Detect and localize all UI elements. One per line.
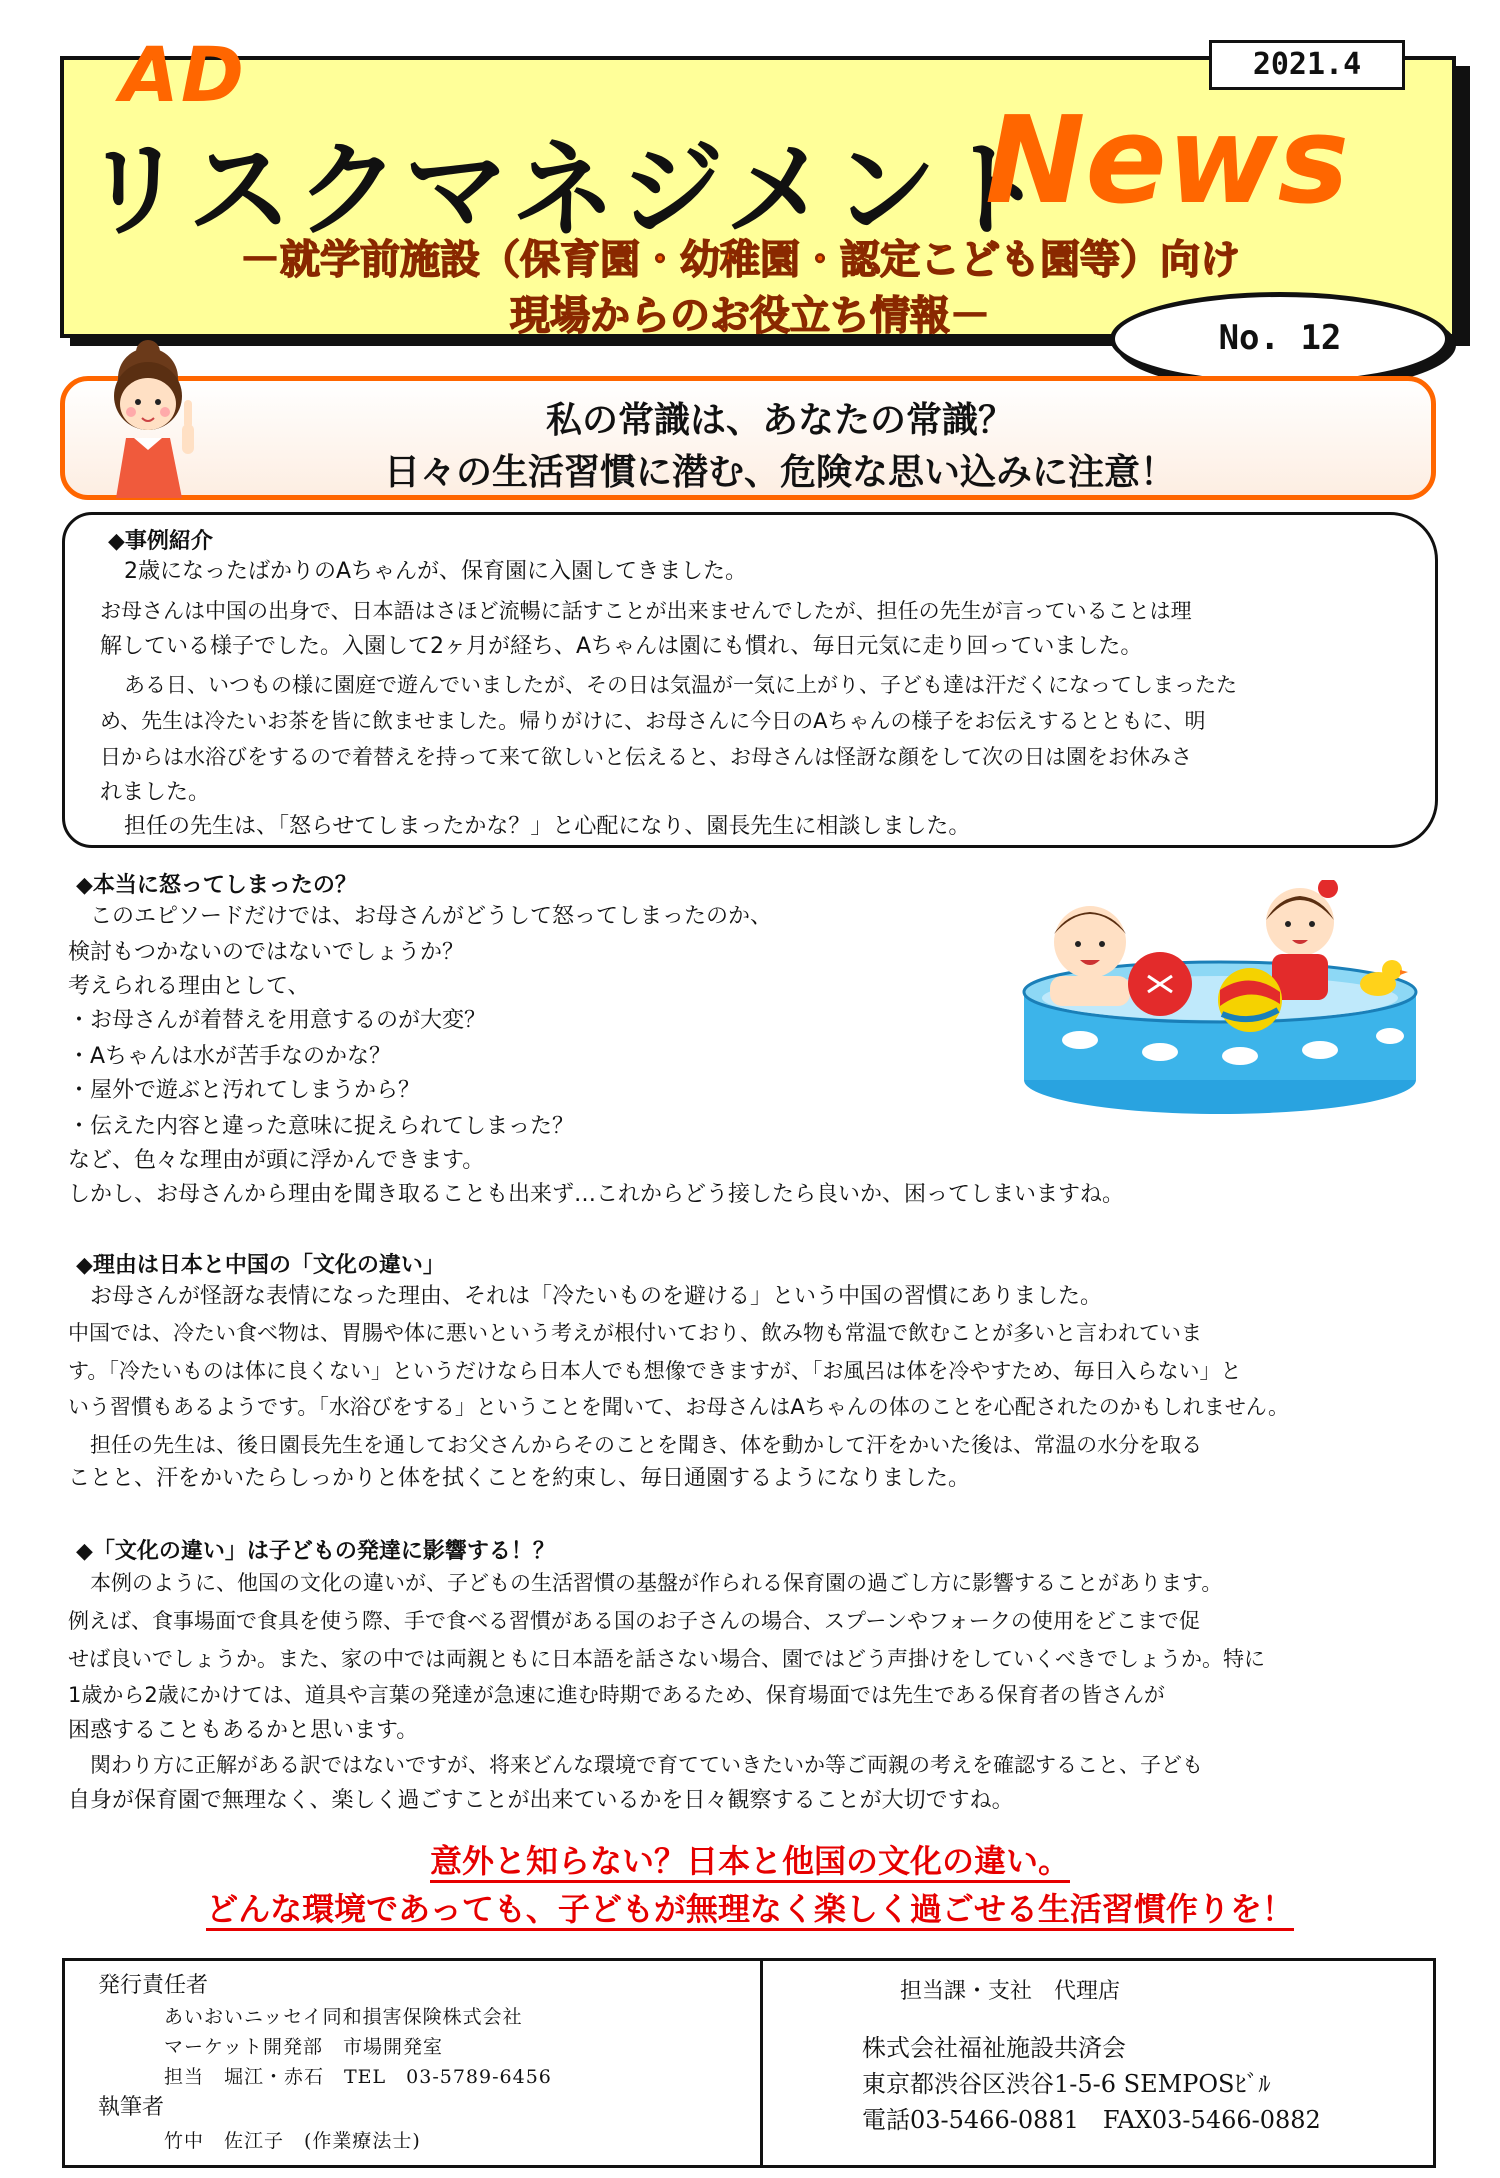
section3-line: す。「冷たいものは体に良くない」というだけなら日本人でも想像できますが、「お風呂は体を冷やすため、毎日入らない」と bbox=[68, 1359, 1242, 1383]
footer-divider bbox=[760, 1958, 763, 2168]
section3-line: お母さんが怪訝な表情になった理由、それは「冷たいものを避ける」という中国の習慣にありました。 bbox=[90, 1284, 1103, 1309]
case-line: 担任の先生は、「怒らせてしまったかな？」と心配になり、園長先生に相談しました。 bbox=[124, 814, 971, 839]
section2-line: ・Aちゃんは水が苦手なのかな？ bbox=[68, 1044, 392, 1069]
issue-number: No. 12 bbox=[1110, 292, 1450, 386]
section3-line: いう習慣もあるようです。「水浴びをする」ということを聞いて、お母さんはAちゃんの体のことを心配されたのかもしれません。 bbox=[68, 1395, 1290, 1419]
section4-line: せば良いでしょうか。また、家の中では両親ともに日本語を話さない場合、園ではどう声掛けをしていくべきでしょうか。特に bbox=[68, 1647, 1265, 1671]
author-name: 竹中 佐江子 (作業療法士) bbox=[164, 2130, 421, 2152]
agent-phone: 電話03-5466-0881 FAX03-5466-0882 bbox=[862, 2106, 1321, 2134]
section3-line: ことと、汗をかいたらしっかりと体を拭くことを約束し、毎日通園するようになりました。 bbox=[68, 1466, 971, 1491]
case-line: 2歳になったばかりのAちゃんが、保育園に入園してきました。 bbox=[124, 559, 748, 584]
subtitle-line1: －就学前施設（保育園・幼稚園・認定こども園等）向け bbox=[240, 237, 1240, 283]
agent-address: 東京都渋谷区渋谷1-5-6 SEMPOSﾋﾞﾙ bbox=[862, 2070, 1271, 2098]
section3-heading: ◆理由は日本と中国の「文化の違い」 bbox=[76, 1253, 445, 1278]
section4-line: 1歳から2歳にかけては、道具や言葉の発達が急速に進む時期であるため、保育場面では先生である保育者の皆さんが bbox=[68, 1683, 1165, 1707]
ad-logo: AD bbox=[120, 30, 246, 119]
newsletter-title: リスクマネジメント bbox=[82, 129, 1049, 251]
section4-line: 本例のように、他国の文化の違いが、子どもの生活習慣の基盤が作られる保育園の過ごし方に影響することがあります。 bbox=[90, 1571, 1223, 1595]
case-line: 解している様子でした。入園して2ヶ月が経ち、Aちゃんは園にも慣れ、毎日元気に走り回っていました。 bbox=[100, 634, 1143, 659]
closing-line2: どんな環境であっても、子どもが無理なく楽しく過ごせる生活習慣作りを！ bbox=[0, 1884, 1500, 1930]
subtitle-line2: 現場からのお役立ち情報－ bbox=[510, 293, 990, 339]
agent-name: 株式会社福祉施設共済会 bbox=[862, 2034, 1126, 2062]
case-line: 日からは水浴びをするので着替えを持って来て欲しいと伝えると、お母さんは怪訝な顔をして次の日は園をお休みさ bbox=[100, 745, 1192, 769]
section2-line: など、色々な理由が頭に浮かんできます。 bbox=[68, 1148, 485, 1173]
section2-line: このエピソードだけでは、お母さんがどうして怒ってしまったのか、 bbox=[90, 904, 773, 929]
issue-date: 2021.4 bbox=[1209, 40, 1405, 90]
case-line: お母さんは中国の出身で、日本語はさほど流暢に話すことが出来ませんでしたが、担任の先生が言っていることは理 bbox=[100, 599, 1192, 623]
section4-line: 例えば、食事場面で食具を使う際、手で食べる習慣がある国のお子さんの場合、スプーンやフォークの使用をどこまで促 bbox=[68, 1609, 1200, 1633]
section2-line: ・伝えた内容と違った意味に捉えられてしまった？ bbox=[68, 1114, 575, 1139]
section3-line: 担任の先生は、後日園長先生を通してお父さんからそのことを聞き、体を動かして汗をかいた後は、常温の水分を取る bbox=[90, 1433, 1203, 1457]
closing-line1: 意外と知らない？日本と他国の文化の違い。 bbox=[0, 1836, 1500, 1882]
author-label: 執筆者 bbox=[98, 2095, 165, 2120]
news-logo: News bbox=[985, 92, 1350, 231]
agent-label: 担当課・支社 代理店 bbox=[900, 1979, 1121, 2004]
section2-line: ・お母さんが着替えを用意するのが大変？ bbox=[68, 1008, 487, 1033]
publisher-contact: 担当 堀江・赤石 TEL 03-5789-6456 bbox=[164, 2066, 552, 2088]
section2-line: 考えられる理由として、 bbox=[68, 974, 310, 999]
section4-heading: ◆「文化の違い」は子どもの発達に影響する！？ bbox=[76, 1539, 555, 1564]
section2-line: しかし、お母さんから理由を聞き取ることも出来ず…これからどう接したら良いか、困ってしまいますね。 bbox=[68, 1182, 1125, 1207]
publisher-label: 発行責任者 bbox=[98, 1973, 209, 1998]
publisher-department: マーケット開発部 市場開発室 bbox=[164, 2036, 444, 2058]
case-line: れました。 bbox=[100, 780, 211, 805]
section2-heading: ◆本当に怒ってしまったの？ bbox=[76, 873, 357, 898]
headline-line1: 私の常識は、あなたの常識？ bbox=[545, 400, 1014, 441]
case-heading: ◆事例紹介 bbox=[108, 529, 213, 554]
section4-line: 関わり方に正解がある訳ではないですが、将来どんな環境で育てていきたいか等ご両親の考えを確認すること、子ども bbox=[90, 1753, 1203, 1777]
case-line: ある日、いつもの様に園庭で遊んでいましたが、その日は気温が一気に上がり、子ども達は汗だくになってしまったた bbox=[124, 673, 1237, 697]
section2-line: 検討もつかないのではないでしょうか？ bbox=[68, 940, 465, 965]
section2-line: ・屋外で遊ぶと汚れてしまうから？ bbox=[68, 1078, 421, 1103]
headline-line2: 日々の生活習慣に潜む、危険な思い込みに注意！ bbox=[383, 452, 1176, 493]
publisher-company: あいおいニッセイ同和損害保険株式会社 bbox=[164, 2006, 523, 2028]
section4-line: 困惑することもあるかと思います。 bbox=[68, 1718, 419, 1743]
section4-line: 自身が保育園で無理なく、楽しく過ごすことが出来ているかを日々観察することが大切ですね。 bbox=[68, 1788, 1014, 1813]
kids-pool-illustration bbox=[1010, 880, 1430, 1120]
case-line: め、先生は冷たいお茶を皆に飲ませました。帰りがけに、お母さんに今日のAちゃんの様子をお伝えするとともに、明 bbox=[100, 709, 1206, 733]
section3-line: 中国では、冷たい食べ物は、胃腸や体に悪いという考えが根付いており、飲み物も常温で飲むことが多いと言われていま bbox=[68, 1321, 1202, 1345]
